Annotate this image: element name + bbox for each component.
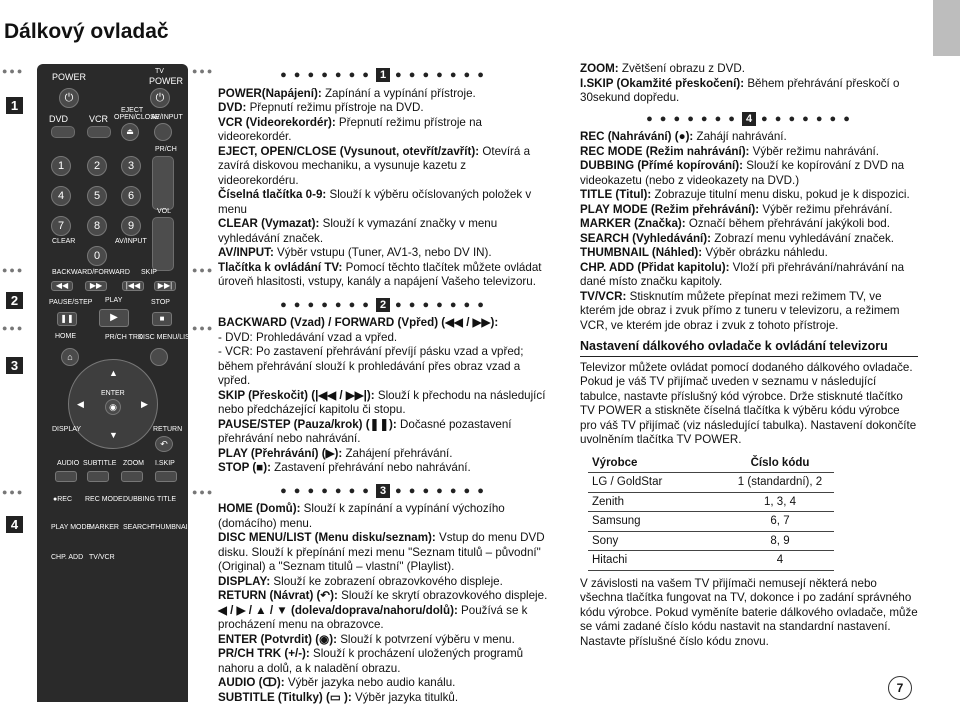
pause-icon: ❚❚ [57,312,77,326]
tv-setup-text: Televizor můžete ovládat pomocí dodaného dálkového ovladače. Pokud je váš TV přijímač uveden v seznamu v následující tabulce, nastavte příslušný kód výrobce. Drže stisknuté tlačítko TV POWER a stiskněte číselná tlačítka k výběru kódu výrobce pro váš TV přijímač (viz následující tabulka). Nastavení dokončíte uvolněním tlačítka TV POWER. [580,361,918,448]
description-term: CHP. ADD (Přidat kapitolu): [580,261,729,274]
description-item [218,116,548,145]
description-definition: - VCR: Po zastavení přehrávání převíjí pásku vzad a vpřed; během přehrávání slouží k prohledávání přes obraz vzad a vpřed. [218,345,523,387]
description-term: ◀ / ▶ / ▲ / ▼ (doleva/doprava/nahoru/dolů): [218,604,458,617]
table-header-row [588,454,834,473]
description-definition: Zobrazuje titulní menu disku, pokud je k dispozici. [651,188,909,201]
vcr-button [87,126,111,138]
description-item [580,130,918,145]
description-item [580,261,918,290]
description-term: THUMBNAIL (Náhled): [580,246,702,259]
return-label: RETURN [153,426,182,433]
eject-icon: ⏏ [121,123,139,141]
description-definition: Výběr obrázku náhledu. [702,246,828,259]
description-term: CLEAR (Vymazat): [218,217,319,230]
pr-ch-trk-label: PR/CH TRK [105,334,143,341]
skip-back-icon: |◀◀ [122,281,144,291]
description-item [218,461,548,476]
section-4-number: 4 [742,112,756,126]
description-term: STOP (■): [218,461,271,474]
code-cell: 6, 7 [726,512,834,532]
table-row [588,531,834,551]
digit-3: 3 [121,156,141,176]
rec-label: ●REC [53,496,72,503]
description-item [218,217,548,246]
description-definition: Výběr vstupu (Tuner, AV1-3, nebo DV IN). [274,246,492,259]
code-cell: 8, 9 [726,531,834,551]
description-term: TV/VCR: [580,290,626,303]
dvd-button [51,126,75,138]
description-term: PLAY MODE (Režim přehrávání): [580,203,759,216]
description-term: Číselná tlačítka 0-9: [218,188,326,201]
description-item [218,691,548,705]
description-item [580,290,918,334]
disc-menu-button [150,348,168,366]
return-icon: ↶ [155,436,173,452]
enter-icon: ◉ [105,399,121,415]
play-icon: ▶ [99,309,129,327]
section-2-header: ● ● ● ● ● ● ● 2 ● ● ● ● ● ● ● [218,298,548,313]
table-row [588,512,834,532]
dubbing-label: DUBBING [123,496,155,503]
arrow-right-icon: ▶ [141,399,148,410]
digit-1: 1 [51,156,71,176]
description-item [218,531,548,575]
column-1 [218,64,548,705]
digit-9: 9 [121,216,141,236]
description-term: HOME (Domů): [218,502,300,515]
section-1-number: 1 [376,68,390,82]
description-definition: Zahájí nahrávání. [693,130,786,143]
page-edge-tab [933,0,960,56]
description-item [580,145,918,160]
description-term: PLAY (Přehrávání) (▶): [218,447,342,460]
description-term: BACKWARD (Vzad) / FORWARD (Vpřed) (◀◀ / ▶▶): [218,316,498,329]
play-label: PLAY [105,297,122,304]
thumbnail-label: THUMBNAIL [151,524,191,531]
description-definition: Používá se k procházení menu na obrazovce. [218,604,527,632]
description-item [218,87,548,102]
digit-2: 2 [87,156,107,176]
description-definition: Slouží k procházení uložených programů nahoru a dolů, a k naladění obrazu. [218,647,523,675]
code-cell: 1 (standardní), 2 [726,473,834,493]
description-term: REC MODE (Režim nahrávání): [580,145,749,158]
description-definition: Během přehrávání přeskočí o 30sekund dopředu. [580,77,899,105]
description-definition: Slouží ke kopírování z DVD na videokazetu (nebo z videokazety na DVD.) [580,159,904,187]
description-item [218,331,548,346]
description-item [580,159,918,188]
description-term: I.SKIP (Okamžité přeskočení): [580,77,744,90]
manufacturer-cell: LG / GoldStar [588,473,726,493]
description-term: MARKER (Značka): [580,217,686,230]
tv-power-label: POWER [149,76,183,86]
description-item [218,246,548,261]
manufacturer-cell: Sony [588,531,726,551]
digit-4: 4 [51,186,71,206]
marker-dots: ●●● [192,265,214,275]
table-header-manufacturer: Výrobce [588,454,726,473]
description-item [580,188,918,203]
manufacturer-cell: Hitachi [588,551,726,571]
skip-label: SKIP [141,269,157,276]
marker-dots: ●●● [2,323,24,333]
section-3-continued-text [580,62,918,106]
description-definition: Zobrazí menu vyhledávání značek. [711,232,894,245]
rec-mode-label: REC MODE [85,496,123,503]
code-cell: 4 [726,551,834,571]
description-definition: - DVD: Prohledávání vzad a vpřed. [218,331,397,344]
description-item [218,676,548,691]
description-definition: Zvětšení obrazu z DVD. [619,62,745,75]
description-definition: Označí během přehrávání jakýkoli bod. [686,217,890,230]
description-term: EJECT, OPEN/CLOSE (Vysunout, otevřít/zavřít): [218,145,479,158]
section-1-text [218,87,548,290]
home-label: HOME [55,333,76,340]
description-term: Tlačítka k ovládání TV: [218,261,342,274]
description-definition: Zastavení přehrávání nebo nahrávání. [271,461,471,474]
description-definition: Dočasné pozastavení přehrávání nebo nahrávání. [218,418,512,446]
description-definition: Stisknutím můžete přepínat mezi režimem TV, ve kterém jde obraz i zvuk přímo z tuneru v televizoru, a režimem VCR, ve kterém jde obraz i zvuk z tohoto přístroje. [580,290,900,332]
description-term: REC (Nahrávání) (●): [580,130,693,143]
description-definition: Přepnutí režimu přístroje na DVD. [246,101,423,114]
manufacturer-code-table [588,454,834,571]
description-item [218,604,548,633]
description-item [218,261,548,290]
marker-dots: ●●● [2,265,24,275]
marker-dots: ●●● [2,66,24,76]
vol-label: VOL [157,208,171,215]
enter-label: ENTER [101,390,125,397]
description-item [580,217,918,232]
subtitle-label: SUBTITLE [83,460,116,467]
description-term: SEARCH (Vyhledávání): [580,232,711,245]
page-number: 7 [888,676,912,700]
digit-6: 6 [121,186,141,206]
title-label: TITLE [157,496,176,503]
remote-control-illustration [37,64,188,702]
search-label: SEARCH [123,524,152,531]
digit-7: 7 [51,216,71,236]
description-definition: Vstup do menu DVD disku. Slouží k přepínání mezi menu "Seznam titulů – původní"(Original) a "Seznam titulů – vlastní" (Playlist). [218,531,545,573]
section-3-header: ● ● ● ● ● ● ● 3 ● ● ● ● ● ● ● [218,484,548,499]
description-item [218,647,548,676]
home-icon: ⌂ [61,348,79,366]
digit-5: 5 [87,186,107,206]
backward-icon: ◀◀ [51,281,73,291]
manufacturer-cell: Samsung [588,512,726,532]
arrow-up-icon: ▲ [109,368,118,378]
description-definition: Slouží k potvrzení výběru v menu. [337,633,515,646]
table-header-code: Číslo kódu [726,454,834,473]
digit-8: 8 [87,216,107,236]
digit-0: 0 [87,246,107,266]
chp-add-label: CHP. ADD [51,554,83,561]
section-2-text [218,316,548,476]
pr-ch-label: PR/CH [155,146,177,153]
description-term: DISC MENU/LIST (Menu disku/seznam): [218,531,436,544]
forward-icon: ▶▶ [85,281,107,291]
description-item [580,77,918,106]
audio-icon [55,471,77,482]
description-term: VCR (Videorekordér): [218,116,336,129]
description-term: PAUSE/STEP (Pauza/krok) (❚❚): [218,418,397,431]
marker-dots: ●●● [192,487,214,497]
tv-vcr-label: TV/VCR [89,554,115,561]
marker-3: 3 [6,357,23,374]
section-3-text [218,502,548,705]
description-term: DISPLAY: [218,575,270,588]
arrow-down-icon: ▼ [109,430,118,440]
description-term: SKIP (Přeskočit) (|◀◀ / ▶▶|): [218,389,375,402]
description-definition: Výběr jazyka titulků. [352,691,458,704]
description-item [580,246,918,261]
marker-2: 2 [6,292,23,309]
description-definition: Zapínání a vypínání přístroje. [322,87,476,100]
stop-icon: ■ [152,312,172,326]
stop-label: STOP [151,299,170,306]
description-definition: Slouží ke skrytí obrazovkového displeje. [338,589,547,602]
play-mode-label: PLAY MODE [51,524,91,531]
description-item [218,188,548,217]
av-input-top-label: AV/INPUT [151,114,183,121]
description-term: ZOOM: [580,62,619,75]
marker-dots: ●●● [2,487,24,497]
description-item [218,447,548,462]
power-label: POWER [52,72,86,82]
vcr-label: VCR [89,114,108,124]
description-definition: Slouží k výběru očíslovaných položek v menu [218,188,531,216]
marker-dots: ●●● [192,323,214,333]
section-4-header: ● ● ● ● ● ● ● 4 ● ● ● ● ● ● ● [580,112,918,127]
section-4-text [580,130,918,333]
disc-menu-list-label: DISC MENU/LIST [138,334,194,341]
clear-label: CLEAR [52,238,75,245]
iskip-button [155,471,177,482]
description-term: TITLE (Titul): [580,188,651,201]
description-definition: Zahájení přehrávání. [342,447,452,460]
zoom-label: ZOOM [123,460,144,467]
description-item [218,418,548,447]
description-term: ENTER (Potvrdit) (◉): [218,633,337,646]
description-item [580,232,918,247]
description-term: DVD: [218,101,246,114]
table-row [588,492,834,512]
description-definition: Slouží k vymazání značky v menu vyhledávání značek. [218,217,497,245]
description-item [218,145,548,189]
section-2-number: 2 [376,298,390,312]
description-item [218,589,548,604]
description-item [580,203,918,218]
description-term: AV/INPUT: [218,246,274,259]
description-definition: Otevírá a zavírá diskovou mechaniku, a vysunuje kazetu z videorekordéru. [218,145,530,187]
description-item [580,62,918,77]
description-item [218,575,548,590]
zoom-button [121,471,143,482]
section-1-header: ● ● ● ● ● ● ● 1 ● ● ● ● ● ● ● [218,68,548,83]
description-item [218,101,548,116]
description-term: RETURN (Návrat) (↶): [218,589,338,602]
tv-setup-footer-text: V závislosti na vašem TV přijímači nemusejí některá nebo všechna tlačítka fungovat na TV, dokonce i po zadání správného kódu výrobce. Pokud vyměníte baterie dálkového ovladače, může se vámi zadané číslo kódu nastavit na standardní nastavení. Nastavte příslušné číslo kódu znovu. [580,577,918,650]
manufacturer-cell: Zenith [588,492,726,512]
description-definition: Výběr režimu nahrávání. [749,145,879,158]
description-definition: Pomocí těchto tlačítek můžete ovládat úroveň hlasitosti, vstupy, kanály a napájení Vašeho televizoru. [218,261,542,289]
marker-1: 1 [6,97,23,114]
table-row [588,473,834,493]
description-term: AUDIO (ↀ): [218,676,285,689]
description-item [218,389,548,418]
audio-label: AUDIO [57,460,79,467]
description-definition: Přepnutí režimu přístroje na videorekordér. [218,116,482,144]
description-item [218,316,548,331]
description-item [218,345,548,389]
column-2 [580,62,918,649]
pause-step-label: PAUSE/STEP [49,299,92,306]
description-definition: Výběr jazyka nebo audio kanálu. [285,676,456,689]
description-definition: Slouží ke zobrazení obrazovkového displeje. [270,575,503,588]
page-title: Dálkový ovladač [4,20,169,44]
open-close-label: OPEN/CLOSE [114,114,160,121]
skip-forward-icon: ▶▶| [154,281,176,291]
subtitle-icon [87,471,109,482]
description-term: PR/CH TRK (+/-): [218,647,310,660]
av-input-label: AV/INPUT [115,238,147,245]
dvd-label: DVD [49,114,68,124]
tv-setup-heading: Nastavení dálkového ovladače k ovládání televizoru [580,339,918,357]
description-term: DUBBING (Přímé kopírování): [580,159,743,172]
tv-label: TV [155,68,164,75]
marker-dots: ●●● [192,66,214,76]
av-input-button [154,123,172,141]
tv-channel-rocker [152,156,174,210]
marker-label: MARKER [89,524,119,531]
description-definition: Výběr režimu přehrávání. [759,203,892,216]
power-icon: ⏻ [59,88,79,108]
marker-4: 4 [6,516,23,533]
display-label: DISPLAY [52,426,81,433]
description-item [218,502,548,531]
iskip-label: I.SKIP [155,460,175,467]
tv-volume-rocker [152,217,174,271]
description-term: SUBTITLE (Titulky) (▭ ): [218,691,352,704]
description-definition: Vloží při přehrávání/nahrávání na dané místo značku kapitoly. [580,261,904,289]
eject-label: EJECT [121,107,143,114]
description-term: POWER(Napájení): [218,87,322,100]
description-item [218,633,548,648]
code-cell: 1, 3, 4 [726,492,834,512]
description-definition: Slouží k zapínání a vypínání výchozího (domácího) menu. [218,502,505,530]
table-row [588,551,834,571]
description-definition: Slouží k přechodu na následující nebo předcházející kapitolu či stopu. [218,389,545,417]
backward-forward-label: BACKWARD/FORWARD [52,269,130,276]
arrow-left-icon: ◀ [77,399,84,410]
section-3-number: 3 [376,484,390,498]
tv-power-icon: ⏻ [150,88,170,108]
